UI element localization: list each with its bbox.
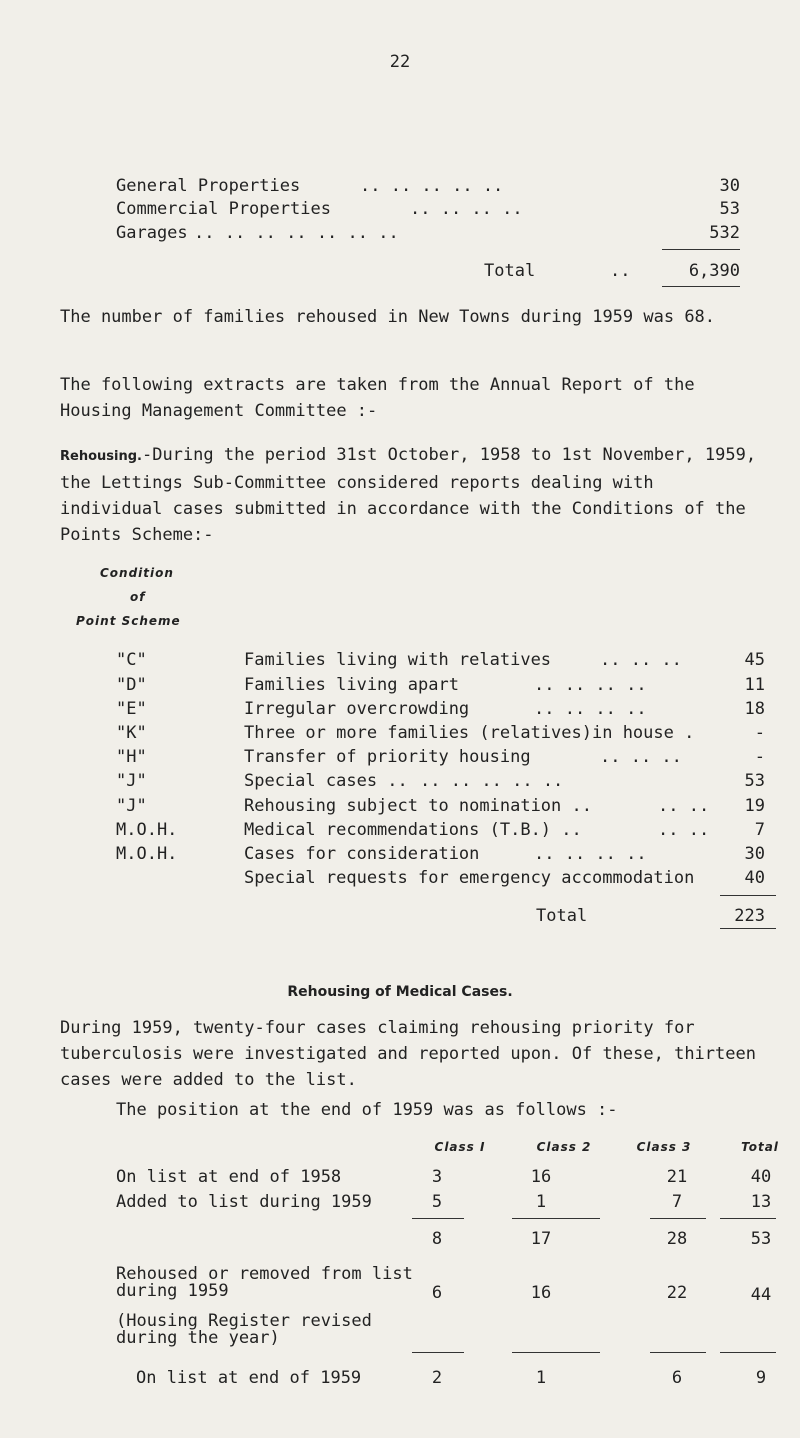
property-label: Garages (116, 223, 188, 243)
subtotal-cell: 28 (666, 1229, 688, 1249)
rehousing-heading: Rehousing. (60, 449, 142, 464)
row-label: On list at end of 1958 (116, 1167, 342, 1187)
property-label: General Properties (116, 176, 301, 196)
paragraph-position: The position at the end of 1959 was as follows :- (116, 1100, 618, 1120)
cell: 1 (535, 1368, 547, 1388)
sum-rule (720, 1218, 776, 1219)
condition-desc: Special requests for emergency accommodation (244, 868, 695, 888)
cell: 6 (431, 1283, 443, 1303)
cell: 3 (431, 1167, 443, 1187)
property-value: 532 (709, 223, 740, 243)
condition-value: 19 (744, 796, 765, 816)
paragraph-medical: During 1959, twenty-four cases claiming rehousing priority for tuberculosis were investigated and reported upon. Of these, thirteen cases were added to the list. (60, 1018, 756, 1090)
total-label: Total (484, 261, 536, 281)
sum-rule (720, 1352, 776, 1353)
cell: 22 (666, 1283, 688, 1303)
condition-desc: Cases for consideration (244, 844, 480, 864)
condition-value: 18 (744, 699, 765, 719)
total-rule (662, 286, 740, 287)
row-label (116, 1266, 413, 1300)
subtotal-cell: 53 (750, 1229, 772, 1249)
condition-code: "D" (116, 675, 147, 695)
paragraph-extracts: The following extracts are taken from the Annual Report of the Housing Management Committee :- (60, 375, 695, 421)
row-label: Added to list during 1959 (116, 1192, 372, 1212)
subtotal-cell: 17 (530, 1229, 552, 1249)
condition-value: - (754, 747, 765, 767)
sum-rule (412, 1352, 464, 1353)
total-value: 223 (734, 906, 765, 926)
column-header: Total (741, 1140, 779, 1154)
condition-code: "J" (116, 771, 147, 791)
paragraph-new-towns: The number of families rehoused in New Towns during 1959 was 68. (60, 307, 716, 327)
condition-code: "K" (116, 723, 147, 743)
property-value: 30 (719, 176, 740, 196)
leader-dots: .. .. .. .. (410, 199, 523, 219)
column-header: Class I (434, 1140, 486, 1154)
leader-dots: .. .. (658, 796, 710, 816)
cell: 21 (666, 1167, 688, 1187)
condition-code: "E" (116, 699, 147, 719)
total-label: Total (536, 906, 588, 926)
condition-desc: Families living with relatives (244, 650, 552, 670)
subtotal-cell: 8 (431, 1229, 443, 1249)
cell: 16 (530, 1167, 552, 1187)
total-value: 6,390 (688, 261, 740, 281)
column-header: Class 2 (536, 1140, 592, 1154)
condition-desc: Medical recommendations (T.B.) .. (244, 820, 582, 840)
condition-header: Condition (100, 566, 174, 580)
cell: 2 (431, 1368, 443, 1388)
paragraph-rehousing (60, 442, 760, 548)
cell: 6 (671, 1368, 683, 1388)
condition-value: 7 (754, 820, 765, 840)
note-line: during the year) (116, 1328, 280, 1348)
section-heading: Rehousing of Medical Cases. (287, 984, 513, 1000)
leader-dots: .. .. .. .. .. (360, 176, 504, 196)
property-value: 53 (719, 199, 740, 219)
leader-dots: .. .. .. .. (534, 844, 647, 864)
condition-value: 45 (744, 650, 765, 670)
column-header: Class 3 (636, 1140, 692, 1154)
row-label: On list at end of 1959 (136, 1368, 362, 1388)
condition-code: "J" (116, 796, 147, 816)
note (116, 1313, 372, 1347)
condition-header: of (130, 590, 146, 604)
cell: 5 (431, 1192, 443, 1212)
leader-dots: .. .. .. .. (534, 699, 647, 719)
sum-rule (662, 249, 740, 250)
row-label-line: Rehoused or removed from list (116, 1264, 413, 1284)
sum-rule (412, 1218, 464, 1219)
page-number: 22 (389, 52, 411, 72)
condition-value: 40 (744, 868, 765, 888)
cell: 1 (535, 1192, 547, 1212)
leader-dots: .. .. (658, 820, 710, 840)
condition-code: "C" (116, 650, 147, 670)
rehousing-text: -During the period 31st October, 1958 to 1st November, 1959, the Lettings Sub-Committee considered reports dealing with individual cases submitted in accordance with the Conditions of the Points Scheme:- (60, 445, 757, 545)
condition-desc: Transfer of priority housing (244, 747, 531, 767)
cell: 44 (750, 1285, 772, 1305)
condition-desc: Irregular overcrowding (244, 699, 470, 719)
leader-dots: .. .. .. .. .. (420, 771, 564, 791)
note-line: (Housing Register revised (116, 1311, 372, 1331)
condition-desc: Three or more families (relatives)in house . (244, 723, 695, 743)
cell: 40 (750, 1167, 772, 1187)
leader-dots: .. .. .. (600, 650, 682, 670)
condition-desc: Rehousing subject to nomination .. (244, 796, 592, 816)
sum-rule (650, 1218, 706, 1219)
cell: 9 (755, 1368, 767, 1388)
condition-value: 53 (744, 771, 765, 791)
condition-value: 30 (744, 844, 765, 864)
condition-code: M.O.H. (116, 820, 178, 840)
leader-dots: .. .. .. .. (534, 675, 647, 695)
sum-rule (512, 1352, 600, 1353)
condition-desc: Families living apart (244, 675, 459, 695)
condition-desc: Special cases .. (244, 771, 408, 791)
row-label-line: during 1959 (116, 1281, 229, 1301)
condition-value: 11 (744, 675, 765, 695)
cell: 16 (530, 1283, 552, 1303)
condition-header: Point Scheme (76, 614, 181, 628)
sum-rule (650, 1352, 706, 1353)
property-label: Commercial Properties (116, 199, 331, 219)
condition-code: "H" (116, 747, 147, 767)
cell: 13 (750, 1192, 772, 1212)
total-rule (720, 928, 776, 929)
condition-value: - (754, 723, 765, 743)
condition-code: M.O.H. (116, 844, 178, 864)
leader-dots: .. .. .. .. .. .. .. (194, 223, 399, 243)
leader-dots: .. .. .. (600, 747, 682, 767)
sum-rule (720, 895, 776, 896)
sum-rule (512, 1218, 600, 1219)
cell: 7 (671, 1192, 683, 1212)
leader-dots: .. (610, 261, 631, 281)
